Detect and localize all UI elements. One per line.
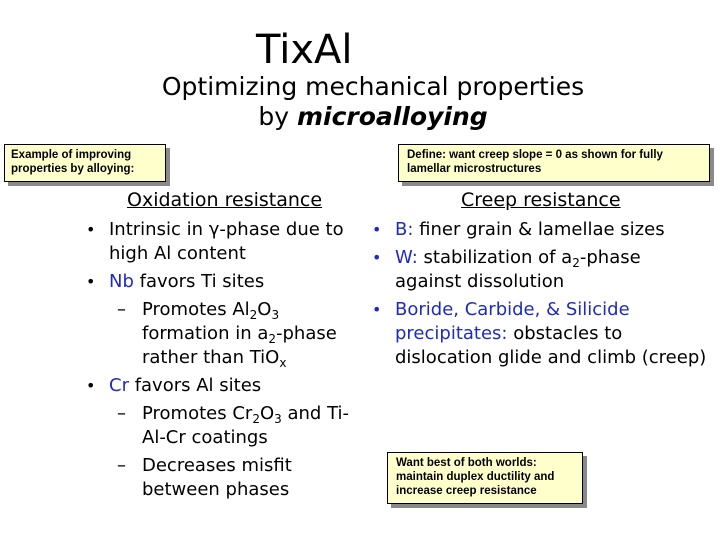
- subtitle-line2: [0, 102, 720, 132]
- note-best-line2: maintain duplex ductility and: [396, 471, 555, 483]
- note-example: [4, 144, 166, 182]
- list-item: [86, 402, 366, 450]
- text-run: stabilization of a: [417, 247, 573, 268]
- bullet-icon: •: [372, 248, 382, 267]
- note-example-line2: properties by alloying:: [11, 163, 135, 175]
- oxidation-item2-sub1: [142, 299, 337, 368]
- oxidation-item3-text: favors Al sites: [128, 375, 262, 396]
- creep-item3-element: Boride, Carbide, & Silicide precipitates:: [395, 299, 630, 344]
- list-item: [86, 218, 366, 266]
- text-run: O: [259, 403, 275, 424]
- subscript: x: [279, 356, 287, 370]
- note-define: [398, 144, 710, 182]
- list-item: [86, 298, 366, 370]
- note-best-line3: increase creep resistance: [396, 485, 537, 497]
- list-item: [372, 218, 712, 242]
- note-example-line1: Example of improving: [11, 149, 132, 161]
- dash-icon: –: [117, 299, 126, 320]
- oxidation-item2-text: favors Ti sites: [133, 271, 265, 292]
- oxidation-item1-text: Intrinsic in γ-phase due to high Al content: [109, 219, 344, 264]
- oxidation-item3-sub2: Decreases misfit between phases: [142, 455, 292, 500]
- text-run: -phase against dissolution: [395, 247, 641, 292]
- list-item: [86, 454, 366, 502]
- text-run: -phase rather than TiO: [142, 323, 337, 368]
- creep-heading: Creep resistance: [461, 189, 621, 211]
- creep-item3-text: obstacles to dislocation glide and climb (creep): [395, 323, 707, 368]
- subscript: 2: [249, 308, 258, 322]
- dash-icon: –: [117, 455, 126, 476]
- subscript: 2: [268, 332, 277, 346]
- oxidation-list: [86, 218, 366, 502]
- slide-subtitle: [0, 72, 720, 132]
- creep-list: [372, 218, 712, 370]
- bullet-icon: •: [372, 220, 382, 239]
- oxidation-item2-element: Nb: [109, 271, 134, 292]
- subscript: 3: [271, 308, 280, 322]
- creep-item2-element: W:: [395, 247, 418, 268]
- dash-icon: –: [117, 403, 126, 424]
- oxidation-heading: Oxidation resistance: [127, 189, 323, 211]
- note-best-line1: Want best of both worlds:: [396, 457, 537, 469]
- list-item: [372, 298, 712, 370]
- slide-title: TixAl: [256, 27, 353, 73]
- text-run: Promotes Cr: [142, 403, 253, 424]
- text-run: O: [257, 299, 272, 320]
- text-run: Promotes Al: [142, 299, 250, 320]
- subtitle-line2-emphasis: microalloying: [296, 102, 488, 131]
- bullet-icon: •: [86, 376, 96, 395]
- subscript: 3: [274, 412, 282, 426]
- oxidation-item3-sub1: [142, 403, 349, 448]
- subtitle-line2-plain: by: [258, 102, 297, 131]
- oxidation-item3-element: Cr: [109, 375, 129, 396]
- creep-item2-text: [395, 247, 641, 292]
- note-best-of-both: [387, 452, 583, 504]
- note-define-line2: lamellar microstructures: [407, 163, 542, 175]
- list-item: [372, 246, 712, 294]
- subscript: 2: [252, 412, 260, 426]
- list-item: [86, 374, 366, 398]
- creep-item1-element: B:: [395, 219, 414, 240]
- subscript: 2: [572, 256, 580, 270]
- note-define-line1: Define: want creep slope = 0 as shown for fully: [407, 149, 663, 161]
- subtitle-line1: Optimizing mechanical properties: [161, 72, 585, 101]
- creep-item1-text: finer grain & lamellae sizes: [413, 219, 665, 240]
- text-run: and Ti-Al-Cr coatings: [142, 403, 350, 448]
- bullet-icon: •: [86, 272, 96, 291]
- list-item: [86, 270, 366, 294]
- text-run: formation in a: [142, 323, 269, 344]
- bullet-icon: •: [372, 300, 382, 319]
- bullet-icon: •: [86, 220, 96, 239]
